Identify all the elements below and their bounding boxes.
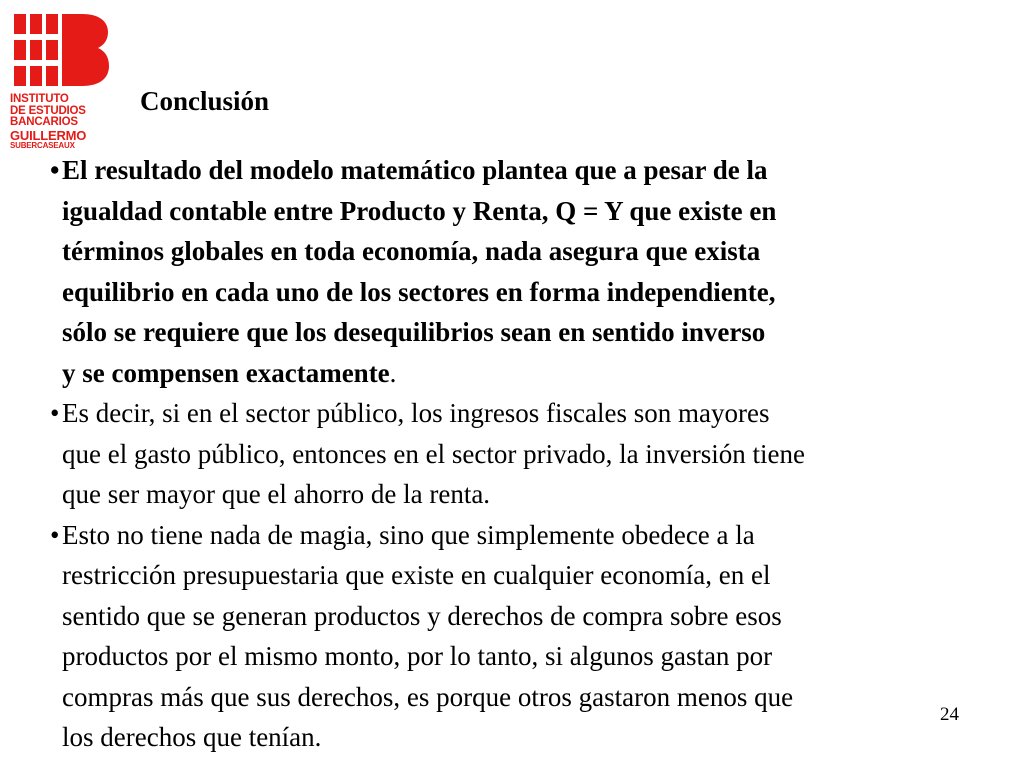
text-line: que ser mayor que el ahorro de la renta. (62, 479, 491, 509)
logo-wordmark (10, 94, 110, 150)
institute-logo (10, 10, 110, 150)
logo-line-3: BANCARIOS (10, 116, 78, 128)
logo-line-2: DE ESTUDIOS (10, 104, 86, 117)
text-line: Es decir, si en el sector público, los ingresos fiscales son mayores (62, 398, 770, 428)
text-line: El resultado del modelo matemático plantea que a pesar de la (62, 155, 768, 185)
text-line: Esto no tiene nada de magia, sino que simplemente obedece a la (62, 519, 755, 550)
text-line: productos por el mismo monto, por lo tanto, si algunos gastan por (62, 641, 773, 671)
bullet-marker: • (50, 519, 60, 550)
text-line: los derechos que tenían. (62, 722, 322, 752)
bullet-marker: • (50, 155, 60, 185)
ieb-logo-mark (10, 10, 110, 90)
paragraph-example (50, 393, 1010, 515)
paragraph-explanation (50, 515, 1010, 758)
slide-body (50, 150, 1010, 758)
text-line: y se compensen exactamente (62, 357, 390, 388)
paragraph-conclusion (50, 150, 1010, 393)
text-line: términos globales en toda economía, nada asegura que exista (62, 236, 761, 266)
text-line: compras más que sus derechos, es porque otros gastaron menos que (62, 681, 794, 712)
text-line: que el gasto público, entonces en el sector privado, la inversión tiene (62, 438, 806, 469)
slide-title: Conclusión (140, 86, 270, 116)
end-period: . (389, 357, 397, 388)
logo-line-5: SUBERCASEAUX (10, 140, 75, 150)
logo-line-1: INSTITUTO (10, 93, 69, 105)
text-line: equilibrio en cada uno de los sectores en forma independiente, (62, 276, 776, 307)
logo-line-4: GUILLERMO (10, 127, 87, 143)
text-line: sentido que se generan productos y derechos de compra sobre esos (62, 600, 782, 631)
text-line: restricción presupuestaria que existe en cualquier economía, en el (62, 560, 771, 590)
page-number: 24 (940, 704, 959, 725)
text-line: sólo se requiere que los desequilibrios sean en sentido inverso (62, 317, 766, 347)
bullet-marker: • (50, 398, 60, 428)
text-line: igualdad contable entre Producto y Renta, Q = Y que existe en (62, 195, 777, 226)
